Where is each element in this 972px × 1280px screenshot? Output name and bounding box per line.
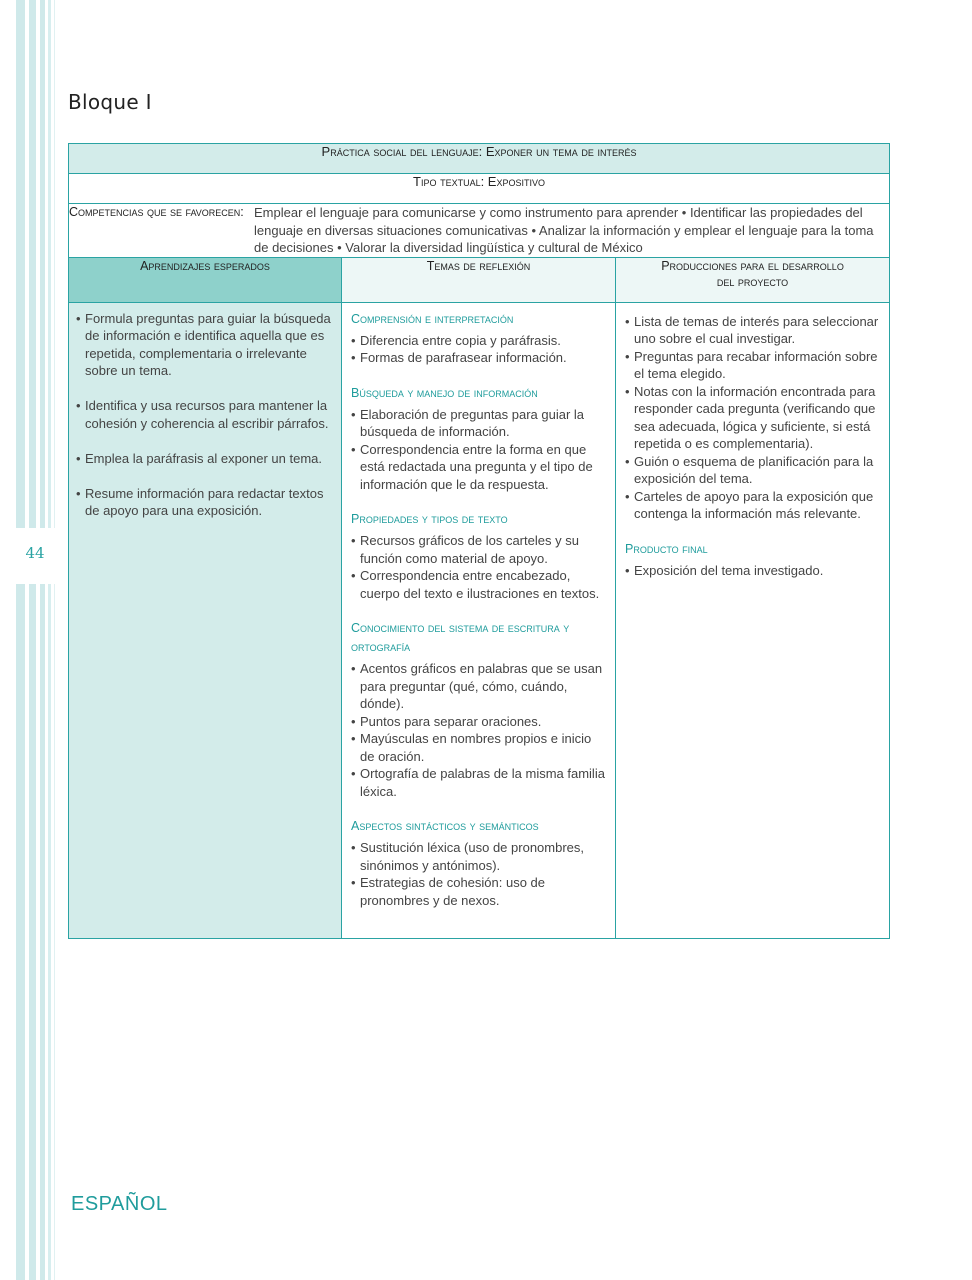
list-item: • Acentos gráficos en palabras que se usan para preguntar (qué, cómo, cuándo, dónde). [351,660,607,713]
list-item: • Recursos gráficos de los carteles y su función como material de apoyo. [351,532,607,567]
list-item: • Emplea la paráfrasis al exponer un tema. [76,450,335,468]
list-item: • Mayúsculas en nombres propios e inicio de oración. [351,730,607,765]
section-title: Búsqueda y manejo de información [351,385,538,400]
block-title: Bloque I [68,90,152,114]
list-item: • Guión o esquema de planificación para la exposición del tema. [625,453,881,488]
page-number: 44 [25,544,45,562]
productions-section [625,313,881,523]
section-title: Comprensión e interpretación [351,311,514,326]
header-expected-learnings: Aprendizajes esperados [140,258,270,273]
decorative-side-stripes [0,0,60,1280]
list-item: • Puntos para separar oraciones. [351,713,607,731]
list-item: • Diferencia entre copia y paráfrasis. [351,332,607,350]
competencies-row [69,204,890,258]
text-type: Tipo textual: Expositivo [413,174,545,189]
productions-column [616,302,890,938]
topics-column [342,302,616,938]
list-item: • Sustitución léxica (uso de pronombres, sinónimos y antónimos). [351,839,607,874]
list-item: • Resume información para redactar textos de apoyo para una exposición. [76,485,335,520]
final-product-section [625,540,881,580]
competencies-text: Emplear el lenguaje para comunicarse y como instrumento para aprender • Identificar las propiedades del lenguaje en diversas situaciones comunicativas • Analizar la información y emplear el lenguaje para la toma de decisiones • Valorar la diversidad lingüística y cultural de México [254,205,874,255]
list-item: • Identifica y usa recursos para mantener la cohesión y coherencia al escribir párrafos. [76,397,335,432]
list-item: • Carteles de apoyo para la exposición que contenga la información más relevante. [625,488,881,523]
column-headers-row [69,257,890,302]
topic-section [351,510,607,602]
list-item: • Elaboración de preguntas para guiar la búsqueda de información. [351,406,607,441]
list-item: • Ortografía de palabras de la misma familia léxica. [351,765,607,800]
social-practice: Práctica social del lenguaje: Exponer un tema de interés [321,144,637,159]
header-reflection-topics: Temas de reflexión [426,258,531,273]
list-item: • Preguntas para recabar información sobre el tema elegido. [625,348,881,383]
list-item: • Correspondencia entre encabezado, cuerpo del texto e ilustraciones en textos. [351,567,607,602]
practice-row [69,144,890,174]
final-product-title: Producto final [625,541,708,556]
list-item: • Formas de parafrasear información. [351,349,607,367]
section-title: Aspectos sintácticos y semánticos [351,819,539,833]
content-row [69,302,890,938]
topic-section [351,817,607,909]
list-item: • Formula preguntas para guiar la búsqueda de información e identifica aquella que es repetida, complementaria o irrelevante sobre un tema. [76,310,335,380]
subject-name: ESPAÑOL [71,1193,168,1215]
program-table [68,143,890,939]
section-title: Conocimiento del sistema de escritura y ortografía [351,621,570,654]
section-title: Propiedades y tipos de texto [351,512,508,526]
list-item: • Lista de temas de interés para seleccionar uno sobre el cual investigar. [625,313,881,348]
competencies-label: Competencias que se favorecen: [69,205,244,219]
topic-section [351,310,607,367]
learnings-column [69,302,342,938]
learnings-list [76,310,335,520]
text-type-row [69,174,890,204]
list-item: • Correspondencia entre la forma en que está redactada una pregunta y el tipo de información que le da respuesta. [351,441,607,494]
list-item: • Estrategias de cohesión: uso de pronombres y de nexos. [351,874,607,909]
list-item: • Notas con la información encontrada para responder cada pregunta (verificando que sea adecuada, lógica y suficiente, si está repetida o es complementaria). [625,383,881,453]
header-productions: Producciones para el desarrollo del proyecto [661,258,844,289]
topic-section [351,384,607,494]
list-item: • Exposición del tema investigado. [625,562,881,580]
topic-section [351,619,607,800]
